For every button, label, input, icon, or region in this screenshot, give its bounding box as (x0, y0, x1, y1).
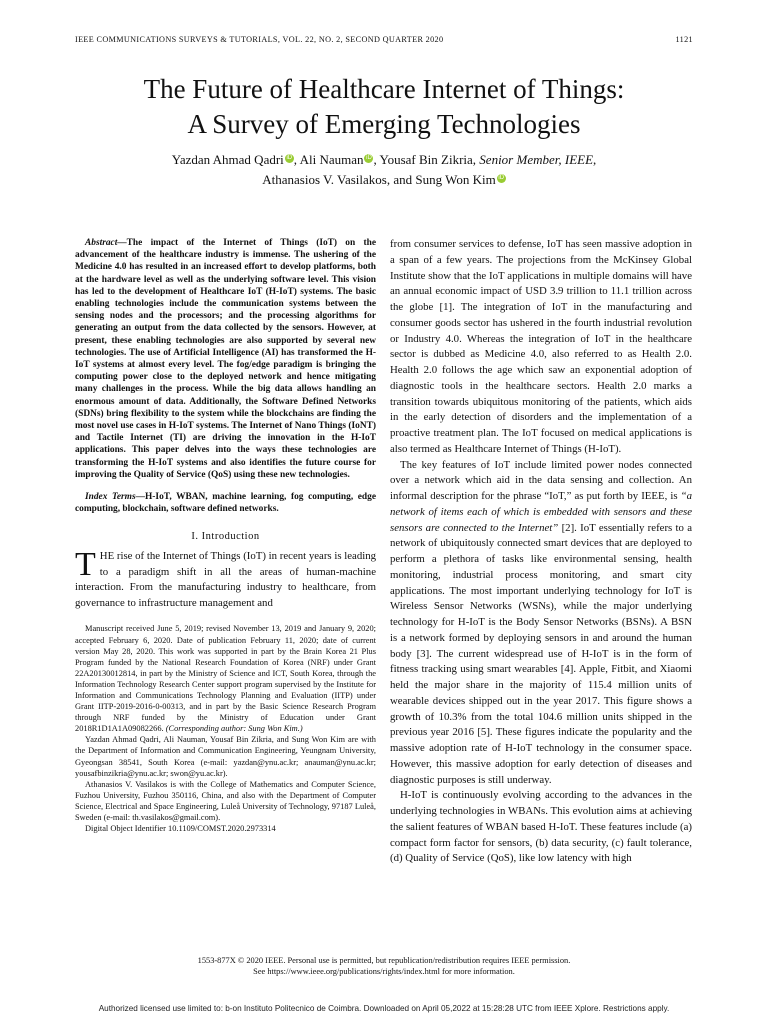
author-list: Yazdan Ahmad Qadri iD , Ali Nauman iD , Yousaf Bin Zikria, Senior Member, IEEE, Athanasios V. Vasilakos, and Sung Won Kim iD (171, 152, 597, 187)
ieee-quote: “a network of items each of which is embedded with sensors and these sensors are connected to the Internet” (390, 490, 692, 534)
paper-title (0, 72, 768, 142)
author-role: Senior Member, IEEE (479, 152, 594, 167)
footnote-affiliation-2: Athanasios V. Vasilakos is with the College of Mathematics and Computer Science, Fuzhou University, Fuzhou 350116, China, and also with the Department of Computer Science, Electrical and Space Engineering, Luleå University of Technology, 97187 Luleå, Sweden (e-mail: th.vasilakos@gmail.com). (75, 779, 376, 823)
orcid-icon[interactable]: iD (366, 154, 372, 161)
intro-text: HE rise of the Internet of Things (IoT) in recent years is leading to a paradigm shift in all the areas of human-machine interaction. From the manufacturing industry to healthcare, from governance to infrastructure management and (75, 550, 377, 609)
left-column (75, 237, 376, 834)
title-line-1: The Future of Healthcare Internet of Things: (143, 74, 625, 104)
footnote-manuscript: Manuscript received June 5, 2019; revised November 13, 2019 and January 9, 2020; accepted February 6, 2020. Date of publication February 11, 2020; date of current version May 28, 2020. This work was supported in part by the Brain Korea 21 Plus Program funded by the National Research Foundation of Korea (NRF) under Grant 22A20130012814, in part by the Ministry of Science and ICT, South Korea, through the Information Technology Research Center support program supervised by the Institute for Information and Communications Technology Planning and Evaluation (IITP) under Grant IITP-2019-2016-0-00313, and in part by the Basic Science Research Program through NRF funded by the Ministry of Education under Grant 2018R1D1A1A09082266. (Corresponding author: Sung Won Kim.) (75, 624, 376, 734)
orcid-icon[interactable]: iD (498, 174, 505, 181)
intro-paragraph (75, 546, 377, 611)
body-paragraph: H-IoT is continuously evolving according to the advances in the underlying technologies in WBANs. This evolution aims at achieving the salient features of WBAN based H-IoT. These features include (a) compact form factor for sensors, (b) data security, (c) fault tolerance, (d) Quality of Service (QoS), like low latency with high (390, 789, 692, 865)
author-nauman: , Ali Nauman (293, 152, 364, 167)
section-heading: I. Introduction (191, 531, 260, 543)
abstract-text: —The impact of the Internet of Things (IoT) on the advancement of the healthcare industry is immense. The ushering of the Medicine 4.0 has resulted in an increased effort to develop platforms, both at the hardware level as well as the underlying software level. This vision has led to the development of Healthcare IoT (H-IoT) systems. The basic enabling technologies include the communication systems between the sensing nodes and the processors; and the processing algorithms for generating an output from the data collected by the sensors. However, at present, these enabling technologies are also supported by several new technologies. The use of Artificial Intelligence (AI) has transformed the H-IoT systems at almost every level. The fog/edge paradigm is bringing the computing power close to the deployed network and hence mitigating many challenges in the process. While the big data allows handling an enormous amount of data. Additionally, the Software Defined Networks (SDNs) bring flexibility to the system while the blockchains are finding the most novel use cases in H-IoT systems. The Internet of Nano Things (IoNT) and Tactile Internet (TI) are driving the innovation in the H-IoT applications. This paper delves into the ways these technologies are transforming the H-IoT systems and also identifies the future course for improving the Quality of Service (QoS) using these new technologies. (75, 238, 376, 480)
footnotes (75, 623, 376, 834)
copyright-notice: 1553-877X © 2020 IEEE. Personal use is permitted, but republication/redistribution requires IEEE permission. See https://www.ieee.org/publications/rights/index.html for more information. (0, 955, 768, 977)
page-number: 1121 (675, 35, 693, 44)
doi[interactable]: Digital Object Identifier 10.1109/COMST.2020.2973314 (85, 824, 276, 834)
abstract (75, 237, 376, 481)
right-column (390, 237, 692, 867)
author-zikria: , Yousaf Bin Zikria, (373, 152, 477, 167)
drop-cap: T (75, 546, 96, 584)
index-terms-label: Index Terms (85, 492, 136, 503)
body-paragraph: from consumer services to defense, IoT has seen massive adoption in a span of a few years. The projections from the McKinsey Global Institute show that the IoT applications in multiple domains will have an annual economic impact of USD 3.9 trillion to 11.1 trillion across the globe [1]. The integration of IoT in the manufacturing and consumer goods sector has ushered in the fourth industrial revolution or Industry 4.0. Whereas the integration of IoT in the healthcare sector is dubbed as Medicine 4.0, also referred to as Health 2.0. Health 2.0 follows the age which saw an exponential adoption of diagnostic tools in the healthcare sectors. Health 2.0 marks a transition towards ubiquitous monitoring of the patients, which aids in the early detection of disorders and the implementation of a proactive treatment plan. The IoT focused on medical applications is also termed as Healthcare Internet of Things (H-IoT). (390, 238, 692, 455)
author-vasilakos-kim: Athanasios V. Vasilakos, and Sung Won Kim (262, 172, 496, 187)
running-header (75, 35, 693, 44)
index-terms (75, 491, 376, 515)
license-footer: Authorized licensed use limited to: b-on Instituto Politecnico de Coimbra. Downloaded on April 05,2022 at 15:28:28 UTC from IEEE Xplore. Restrictions apply. (98, 1004, 670, 1013)
author-qadri: Yazdan Ahmad Qadri (171, 152, 284, 167)
journal-name: IEEE COMMUNICATIONS SURVEYS & TUTORIALS, VOL. 22, NO. 2, SECOND QUARTER 2020 (75, 35, 444, 44)
rights-link[interactable]: See https://www.ieee.org/publications/rights/index.html for more information. (253, 967, 515, 976)
orcid-icon[interactable]: iD (286, 154, 293, 161)
footnote-affiliation-1: Yazdan Ahmad Qadri, Ali Nauman, Yousaf Bin Zikria, and Sung Won Kim are with the Department of Information and Communication Engineering, Yeungnam University, Gyeongsan 38541, South Korea (e-mail: yazdan@ynu.ac.kr; anauman@ynu.ac.kr; yousafbinzikria@ynu.ac.kr; swon@yu.ac.kr). (75, 735, 376, 778)
title-line-2: A Survey of Emerging Technologies (187, 109, 581, 139)
body-paragraph: The key features of IoT include limited power nodes connected over a network which aid in the data sensing and collection. An informal description for the phrase “IoT,” as put forth by IEEE, is “a network of items each of which is embedded with sensors and these sensors are connected to the Internet” [2]. IoT essentially refers to a network of ubiquitously connected smart devices that are deployed to perform a plethora of tasks like environmental sensing, health monitoring, industrial process monitoring, and smart city applications. The most important underlying technology for IoT is Wireless Sensor Networks (WSNs), while the major underlying technology for H-IoT is the Body Sensor Networks (BSNs). A BSN is a network formed by deploying sensors in and around the human body [3]. The current widespread use of H-IoT is in the form of fitness tracking using smart wearables [4]. Apple, Fitbit, and Xiaomi held the major share in the majority of 115.4 million units of wearable devices shipped out in the year 2017. This figure shows a growth of 10.3% from the total 104.6 million units shipped in the previous year 2016 [5]. These figures indicate the popularity and the massive adoption rate of H-IoT technology in the consumer space. However, this massive adoption for early detection of diseases and diagnostic purposes is still underway. (390, 458, 692, 786)
index-terms-text: —H-IoT, WBAN, machine learning, fog computing, edge computing, blockchain, software defined networks. (75, 492, 376, 515)
abstract-label: Abstract (85, 238, 118, 248)
